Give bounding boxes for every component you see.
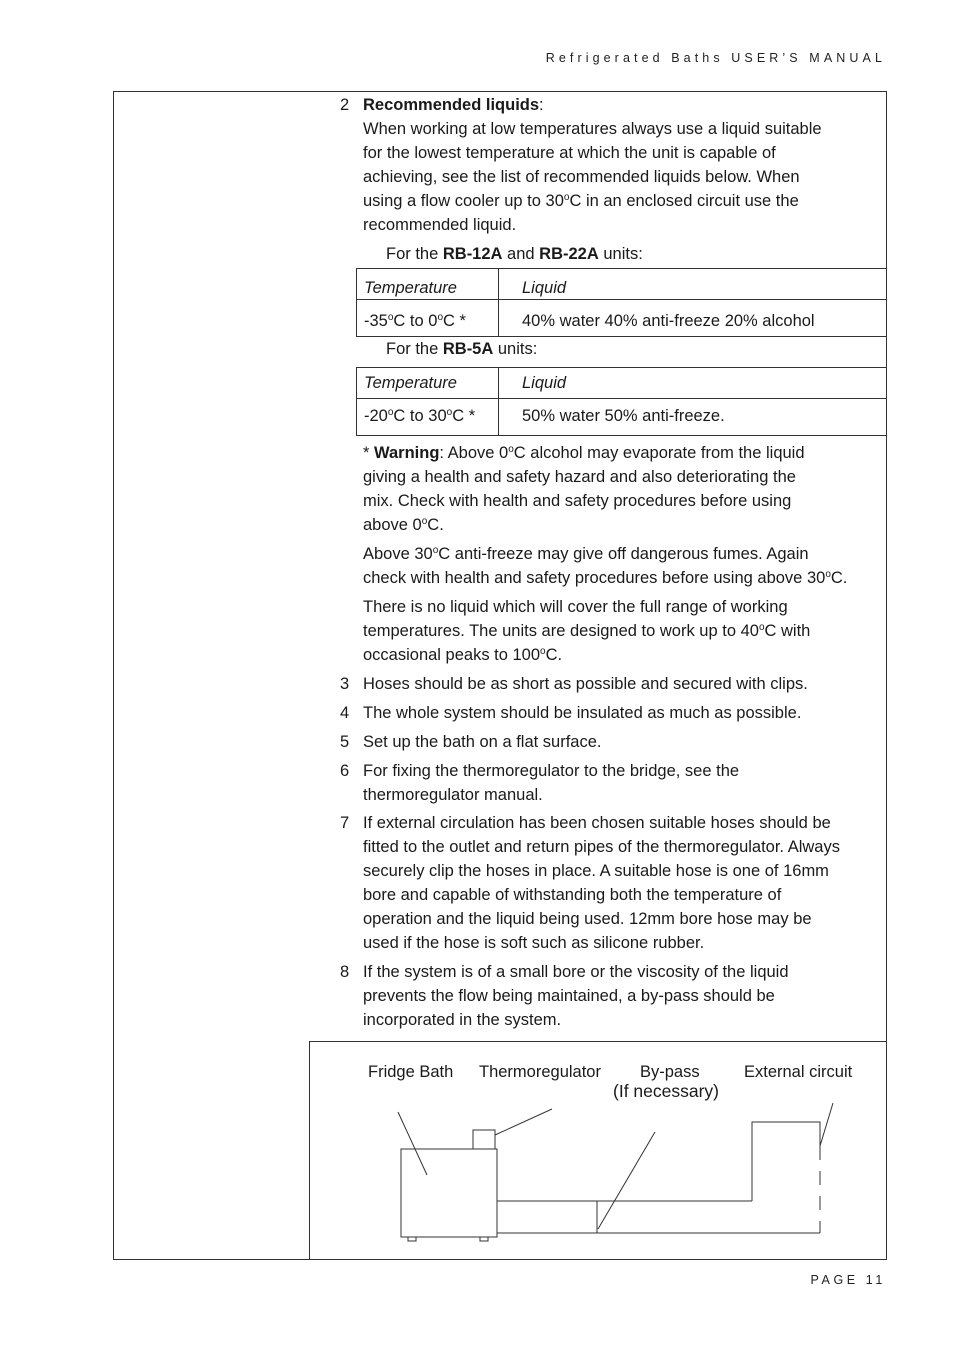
list-item: If the system is of a small bore or the viscosity of the liquid — [363, 963, 789, 981]
text-span: For the — [386, 340, 443, 358]
item-number: 7 — [340, 814, 350, 832]
list-item: operation and the liquid being used. 12mm bore hose may be — [363, 910, 812, 928]
text-span: C in an enclosed circuit use the — [569, 192, 799, 210]
list-item: securely clip the hoses in place. A suitable hose is one of 16mm — [363, 862, 829, 880]
text-span: -20 — [364, 407, 388, 425]
text-span: * — [363, 444, 375, 462]
text-span: units: — [598, 245, 643, 263]
text-span: check with health and safety procedures before using above 30 — [363, 569, 826, 587]
table-header-temperature: Temperature — [364, 279, 457, 297]
text-span: using a flow cooler up to 30 — [363, 192, 564, 210]
leader-line — [598, 1132, 655, 1229]
page-number: PAGE 11 — [810, 1273, 886, 1287]
degree-sign: o — [432, 545, 439, 556]
item-number: 4 — [340, 704, 350, 722]
text-span: C * — [452, 407, 476, 425]
degree-sign: o — [540, 646, 546, 657]
table-header-liquid: Liquid — [522, 374, 567, 392]
degree-sign: o — [387, 312, 394, 323]
list-item: prevents the flow being maintained, a by-pass should be — [363, 987, 775, 1005]
text-span: C. — [427, 516, 444, 534]
text-span: units: — [493, 340, 538, 358]
degree-sign: o — [825, 569, 831, 580]
text-span: C to 30 — [393, 407, 447, 425]
list-item: Set up the bath on a flat surface. — [363, 733, 602, 751]
label-bypass: By-pass — [640, 1063, 700, 1081]
bath-foot — [480, 1237, 488, 1241]
leader-line — [398, 1112, 427, 1175]
range-line: There is no liquid which will cover the full range of working — [363, 598, 788, 616]
label-external-circuit: External circuit — [744, 1063, 853, 1081]
model-name: RB-22A — [539, 245, 599, 263]
paragraph-line: achieving, see the list of recommended liquids below. When — [363, 168, 800, 186]
model-name: RB-12A — [442, 245, 503, 263]
list-item: If external circulation has been chosen suitable hoses should be — [363, 814, 831, 832]
text-span: C. — [830, 569, 848, 587]
list-item: incorporated in the system. — [363, 1011, 562, 1029]
text-span: : Above 0 — [439, 444, 509, 462]
degree-sign: o — [758, 622, 765, 633]
text-span: C anti-freeze may give off dangerous fumes. Again — [438, 545, 809, 563]
leader-line — [820, 1103, 833, 1146]
list-item: The whole system should be insulated as much as possible. — [363, 704, 802, 722]
item-number: 8 — [340, 963, 350, 981]
table-header-temperature: Temperature — [364, 374, 457, 392]
title-colon: : — [539, 96, 544, 114]
text-span: C alcohol may evaporate from the liquid — [513, 444, 805, 462]
paragraph-line: recommended liquid. — [363, 216, 517, 234]
item-number: 5 — [340, 733, 350, 751]
item-number: 6 — [340, 762, 350, 780]
item-number: 3 — [340, 675, 350, 693]
thermoregulator-shape — [473, 1130, 495, 1149]
degree-sign: o — [563, 192, 570, 203]
label-bypass-note: (If necessary) — [613, 1081, 719, 1101]
paragraph-line: for the lowest temperature at which the unit is capable of — [363, 144, 776, 162]
item-2-title: Recommended liquids — [363, 96, 540, 114]
list-item: fitted to the outlet and return pipes of the thermoregulator. Always — [363, 838, 840, 856]
text-span: Above 30 — [363, 545, 433, 563]
fridge-bath-shape — [401, 1149, 497, 1237]
text-span: C. — [545, 646, 563, 664]
list-item: Hoses should be as short as possible and secured with clips. — [363, 675, 808, 693]
table-cell-liquid: 40% water 40% anti-freeze 20% alcohol — [522, 312, 815, 330]
degree-sign: o — [437, 312, 444, 323]
table-header-liquid: Liquid — [522, 279, 567, 297]
degree-sign: o — [508, 444, 514, 455]
page-header: Refrigerated Baths USER’S MANUAL — [545, 51, 886, 65]
label-fridge-bath: Fridge Bath — [368, 1063, 454, 1081]
label-thermoregulator: Thermoregulator — [479, 1063, 601, 1081]
text-span: temperatures. The units are designed to work up to 40 — [363, 622, 759, 640]
text-span: -35 — [364, 312, 388, 330]
list-item: thermoregulator manual. — [363, 786, 543, 804]
degree-sign: o — [387, 407, 394, 418]
list-item: bore and capable of withstanding both the temperature of — [363, 886, 782, 904]
paragraph-line: When working at low temperatures always use a liquid suitable — [363, 120, 822, 138]
warning-line: mix. Check with health and safety procedures before using — [363, 492, 792, 510]
text-span: C with — [764, 622, 811, 640]
list-item: For fixing the thermoregulator to the bridge, see the — [363, 762, 740, 780]
table-cell-liquid: 50% water 50% anti-freeze. — [522, 407, 725, 425]
item-number: 2 — [340, 96, 350, 114]
warning-line: giving a health and safety hazard and also deteriorating the — [363, 468, 796, 486]
external-loop — [752, 1122, 820, 1201]
text-span: above 0 — [363, 516, 422, 534]
leader-line — [495, 1109, 552, 1135]
warning-label: Warning — [374, 444, 440, 462]
degree-sign: o — [446, 407, 453, 418]
list-item: used if the hose is soft such as silicone rubber. — [363, 934, 705, 952]
text-span: occasional peaks to 100 — [363, 646, 541, 664]
text-span: C * — [443, 312, 466, 330]
text-span: C to 0 — [393, 312, 438, 330]
bath-foot — [408, 1237, 416, 1241]
model-name: RB-5A — [442, 340, 494, 358]
degree-sign: o — [421, 516, 428, 527]
text-span: For the — [386, 245, 443, 263]
text-span: and — [502, 245, 540, 263]
